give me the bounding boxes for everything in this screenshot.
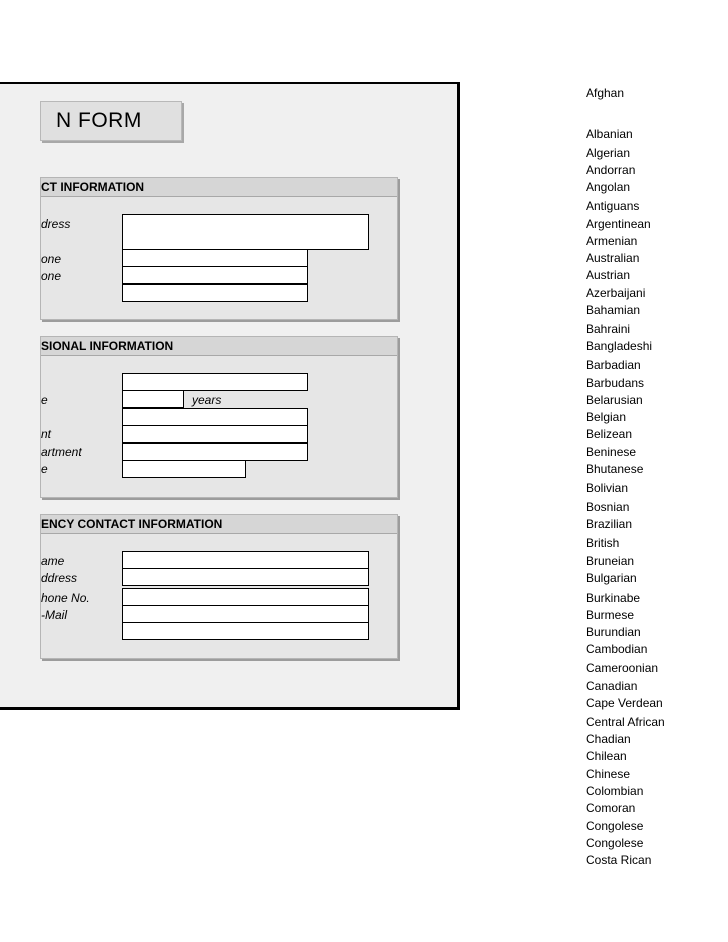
list-item: Cambodian [586, 642, 648, 656]
list-item: Chilean [586, 749, 627, 763]
list-item: Andorran [586, 163, 636, 177]
list-item: Austrian [586, 268, 631, 282]
address-label: dress [41, 217, 71, 231]
list-item: Bangladeshi [586, 339, 653, 353]
list-item: Armenian [586, 234, 638, 248]
list-item: Afghan [586, 86, 625, 100]
emergency-email-input[interactable] [122, 605, 369, 623]
list-item: Central African [586, 715, 665, 729]
phone-label: one [41, 252, 62, 266]
list-item: Antiguans [586, 199, 640, 213]
emergency-address-input[interactable] [122, 568, 369, 586]
contact-information-header: CT INFORMATION [41, 178, 397, 197]
list-item: Australian [586, 251, 640, 265]
list-item: Colombian [586, 784, 644, 798]
list-item: Costa Rican [586, 853, 652, 867]
list-item: British [586, 536, 620, 550]
experience-years-input[interactable] [122, 390, 184, 408]
emergency-phone-input[interactable] [122, 588, 369, 606]
experience-label: e [41, 393, 48, 407]
list-item: Bruneian [586, 554, 635, 568]
address-input[interactable] [122, 214, 369, 250]
list-item: Comoran [586, 801, 636, 815]
phone-input[interactable] [122, 249, 308, 267]
employer-input[interactable] [122, 408, 308, 426]
date-input[interactable] [122, 460, 246, 478]
emergency-contact-section [40, 514, 398, 659]
list-item: Belgian [586, 410, 627, 424]
list-item: Chinese [586, 767, 631, 781]
list-item: Angolan [586, 180, 631, 194]
list-item: Belizean [586, 427, 633, 441]
date-label: e [41, 462, 48, 476]
list-item: Burmese [586, 608, 635, 622]
emergency-email-label: -Mail [41, 608, 67, 622]
list-item: Belarusian [586, 393, 643, 407]
mobile-phone-label: one [41, 269, 62, 283]
list-item: Algerian [586, 146, 631, 160]
list-item: Albanian [586, 127, 633, 141]
position-input[interactable] [122, 373, 308, 391]
list-item: Beninese [586, 445, 637, 459]
emergency-name-input[interactable] [122, 551, 369, 569]
list-item: Barbudans [586, 376, 645, 390]
list-item: Azerbaijani [586, 286, 646, 300]
list-item: Bahraini [586, 322, 631, 336]
department-label: nt [41, 427, 52, 441]
emergency-contact-header: ENCY CONTACT INFORMATION [41, 515, 397, 534]
list-item: Bosnian [586, 500, 630, 514]
contact-information-section [40, 177, 398, 320]
list-item: Canadian [586, 679, 638, 693]
professional-information-section [40, 336, 398, 498]
list-item: Bolivian [586, 481, 629, 495]
emergency-address-label: ddress [41, 571, 78, 585]
list-item: Chadian [586, 732, 631, 746]
emergency-extra-input[interactable] [122, 622, 369, 640]
list-item: Burkinabe [586, 591, 641, 605]
emergency-phone-label: hone No. [41, 591, 90, 605]
sub-department-input[interactable] [122, 443, 308, 461]
list-item: Congolese [586, 819, 644, 833]
form-title: N FORM [40, 101, 182, 141]
years-suffix: years [192, 393, 222, 407]
list-item: Congolese [586, 836, 644, 850]
list-item: Bahamian [586, 303, 641, 317]
list-item: Burundian [586, 625, 641, 639]
list-item: Barbadian [586, 358, 641, 372]
department-input[interactable] [122, 425, 308, 443]
list-item: Bulgarian [586, 571, 637, 585]
professional-information-header: SIONAL INFORMATION [41, 337, 397, 356]
list-item: Argentinean [586, 217, 651, 231]
email-input[interactable] [122, 284, 308, 302]
emergency-name-label: ame [41, 554, 65, 568]
sub-department-label: artment [41, 445, 82, 459]
list-item: Bhutanese [586, 462, 644, 476]
list-item: Cape Verdean [586, 696, 663, 710]
list-item: Brazilian [586, 517, 633, 531]
mobile-phone-input[interactable] [122, 266, 308, 284]
list-item: Cameroonian [586, 661, 659, 675]
